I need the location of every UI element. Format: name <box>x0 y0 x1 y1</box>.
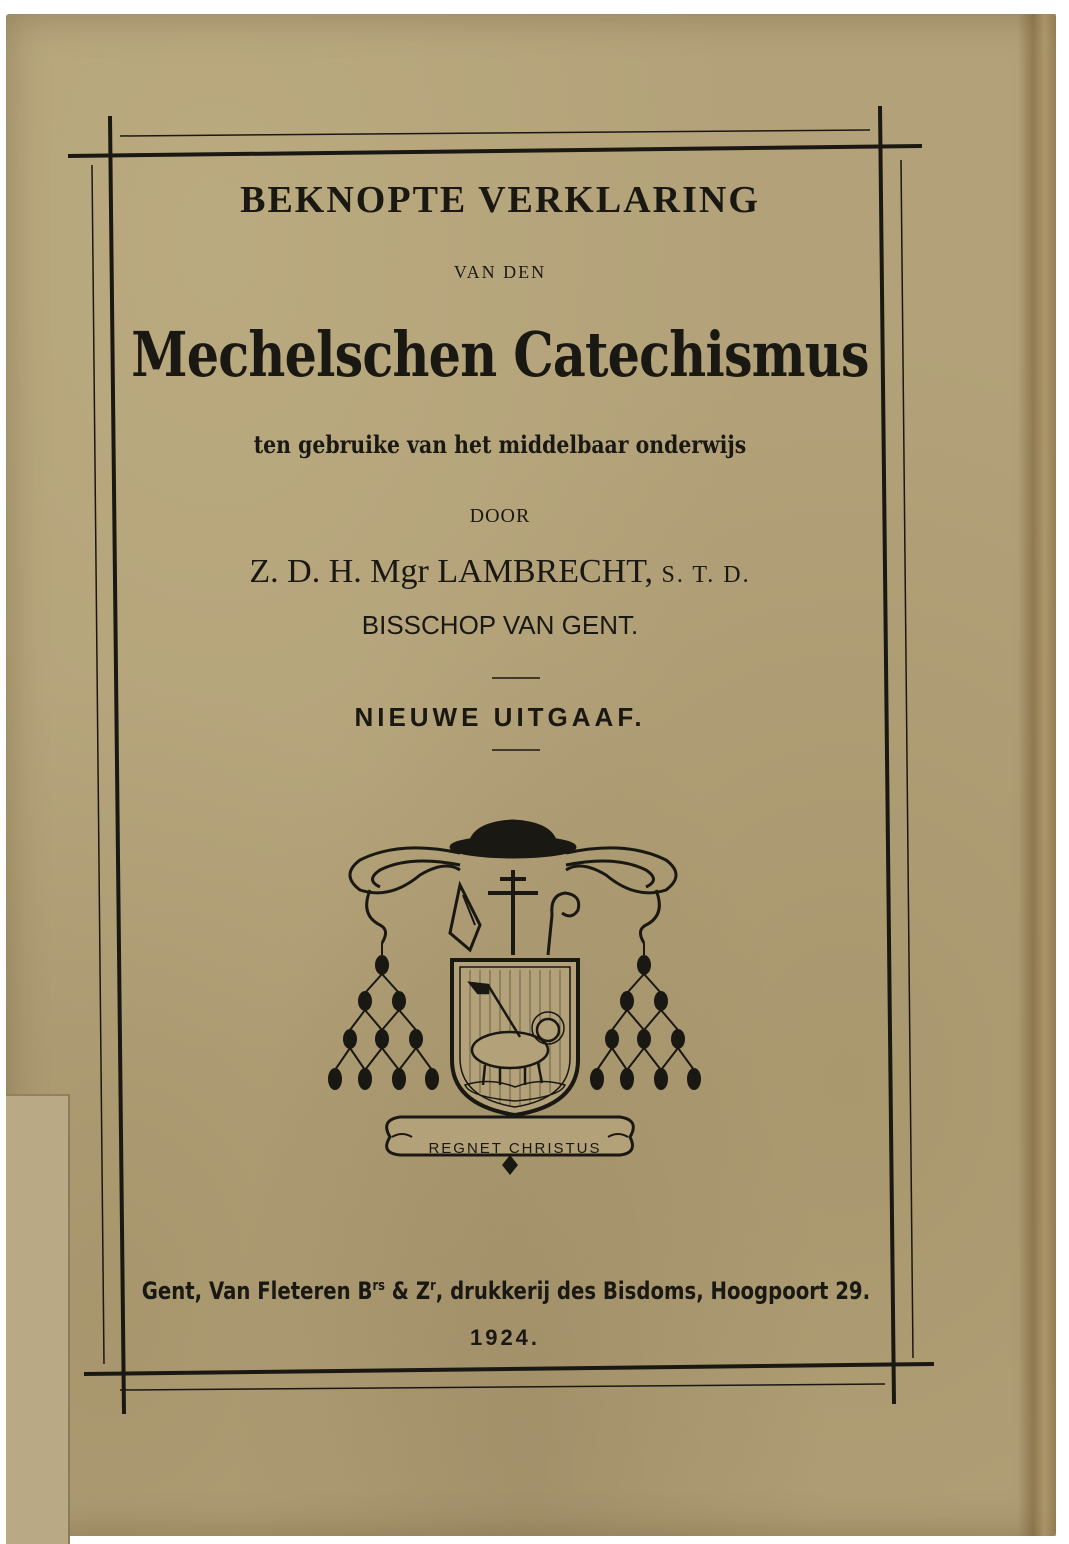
author-line <box>0 553 1000 591</box>
publication-year: 1924. <box>469 1325 541 1350</box>
publisher-line <box>96 1277 916 1305</box>
author-by: DOOR <box>469 505 531 527</box>
publisher-part1: Gent, Van Fleteren B <box>141 1277 373 1305</box>
publisher-sup1: rs <box>372 1278 385 1294</box>
title-line2: VAN DEN <box>453 262 547 282</box>
edition-label: NIEUWE UITGAAF. <box>354 702 646 732</box>
author-role: BISSCHOP VAN GENT. <box>361 610 639 640</box>
publisher-sup2: r <box>430 1278 436 1294</box>
motto-text: REGNET CHRISTUS <box>428 1140 602 1157</box>
subtitle: ten gebruike van het middelbaar onderwijs <box>253 430 747 459</box>
title-line1: BEKNOPTE VERKLARING <box>240 179 760 221</box>
author-name: Z. D. H. Mgr LAMBRECHT, <box>249 553 653 590</box>
author-degree: S. T. D. <box>661 562 751 588</box>
motto-banner <box>380 1115 650 1175</box>
publisher-part3: , drukkerij des Bisdoms, Hoogpoort 29. <box>435 1277 871 1305</box>
main-title: Mechelschen Catechismus <box>131 318 869 391</box>
publisher-part2: & Z <box>384 1277 431 1305</box>
